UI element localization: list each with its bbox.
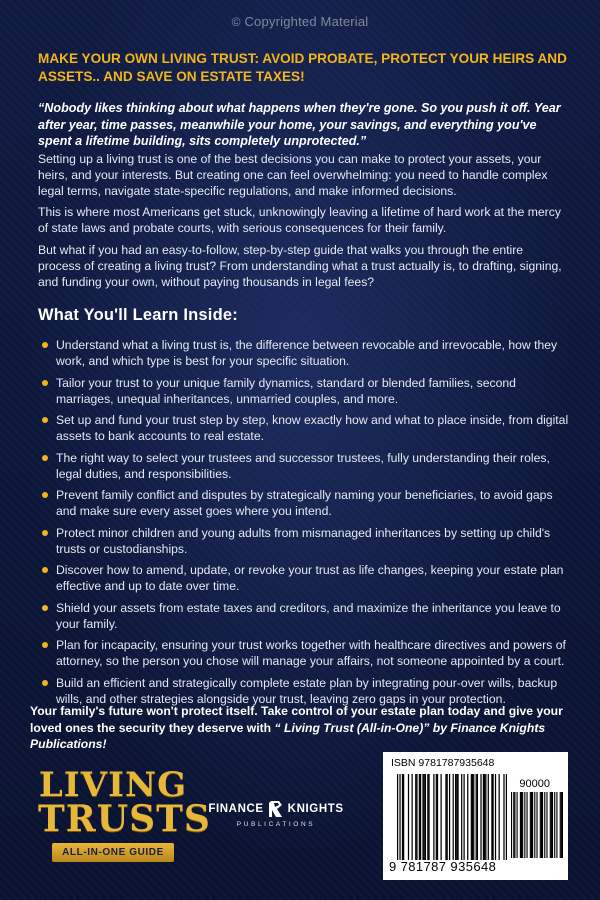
bullet-dot-icon <box>42 492 48 498</box>
publisher-word-2: KNIGHTS <box>287 803 344 815</box>
bullet-text: Discover how to amend, update, or revoke your trust as life changes, keeping your estate plan effective and up to date over time. <box>56 563 564 593</box>
bullet-dot-icon <box>42 680 48 686</box>
bullet-text: Prevent family conflict and disputes by strategically naming your beneficiaries, to avoid gaps and make sure every asset goes where you intend. <box>56 488 553 518</box>
headline: MAKE YOUR OWN LIVING TRUST: AVOID PROBATE, PROTECT YOUR HEIRS AND ASSETS.. AND SAVE ON ESTATE TAXES! <box>38 51 567 84</box>
bullet-dot-icon <box>42 380 48 386</box>
bullet-item <box>40 375 570 407</box>
bullet-item <box>40 450 570 482</box>
barcode-digits: 9 781787 935648 <box>389 859 497 874</box>
call-to-action <box>30 703 575 753</box>
logo-line-1: LIVING <box>38 765 188 805</box>
logo-line-2: TRUSTS <box>38 798 211 840</box>
bullet-text: Understand what a living trust is, the difference between revocable and irrevocable, how they work, and which type is best for your specific situation. <box>56 338 558 368</box>
bullet-item <box>40 675 570 707</box>
bullet-item <box>40 337 570 369</box>
isbn-label: ISBN 9781787935648 <box>391 757 495 769</box>
price-code: 90000 <box>519 778 550 790</box>
copyright-text: Copyrighted Material <box>244 14 369 29</box>
logo-ribbon: ALL-IN-ONE GUIDE <box>52 843 174 862</box>
bullet-text: Protect minor children and young adults from mismanaged inheritances by setting up child's trusts or custodianships. <box>56 525 551 556</box>
bullet-text: Build an efficient and strategically complete estate plan by integrating pour-over wills, backup wills, and other strategies alongside your trust, leaving zero gaps in your protection. <box>56 675 558 706</box>
bullet-dot-icon <box>42 605 48 611</box>
bullet-item <box>40 562 570 594</box>
learn-bullet-list <box>40 337 570 712</box>
copyright-symbol: © <box>231 15 241 29</box>
barcode-main-bars <box>397 774 507 860</box>
bullet-dot-icon <box>42 567 48 573</box>
bullet-text: The right way to select your trustees and successor trustees, fully understanding their roles, legal duties, and responsibilities. <box>56 450 550 481</box>
paragraph-1: Setting up a living trust is one of the best decisions you can make to protect your assets, your heirs, and your interests. But creating one can feel overwhelming: you need to handle complex legal terms, navigate state-specific regulations, and make informed decisions. <box>38 152 548 199</box>
publisher-word-1: FINANCE <box>208 803 264 815</box>
publisher-subtitle: PUBLICATIONS <box>236 821 316 828</box>
bullet-item <box>40 600 570 632</box>
bullet-item <box>40 637 570 669</box>
bullet-dot-icon <box>42 530 48 536</box>
bullet-item <box>40 412 570 444</box>
bullet-dot-icon <box>42 455 48 461</box>
bullet-text: Tailor your trust to your unique family dynamics, standard or blended families, second marriages, unequal inheritances, unmarried couples, and more. <box>56 375 516 406</box>
cta-byline: by Finance Knights Publications! <box>30 720 546 751</box>
intro-quote: “Nobody likes thinking about what happens when they're gone. So you push it off. Year after year, time passes, meanwhile your home, your savings, and everything you've spent a lifetime building, sits completely unprotected.” <box>38 101 561 148</box>
knight-emblem-icon <box>268 800 284 818</box>
cta-lead: Your family's future won't protect itself. Take control of your estate plan today and give your loved ones the security they deserve with <box>30 704 563 735</box>
bullet-text: Set up and fund your trust step by step, know exactly how and what to place inside, from digital assets to bank accounts to real estate. <box>56 413 569 443</box>
bullet-text: Plan for incapacity, ensuring your trust works together with healthcare directives and powers of attorney, so the person you chose will manage your affairs, not someone appointed by a court. <box>56 638 566 668</box>
bullet-dot-icon <box>42 417 48 423</box>
barcode-addon-bars <box>511 792 563 862</box>
cta-book-title: “ Living Trust (All-in-One)” <box>274 720 430 735</box>
bullet-item <box>40 487 570 519</box>
bullet-dot-icon <box>42 642 48 648</box>
isbn-barcode <box>383 752 568 880</box>
bullet-text: Shield your assets from estate taxes and creditors, and maximize the inheritance you leave to your family. <box>56 600 561 631</box>
paragraph-2: This is where most Americans get stuck, unknowingly leaving a lifetime of hard work at the mercy of state laws and probate courts, with serious consequences for their family. <box>38 205 561 236</box>
copyright-watermark <box>0 14 600 29</box>
learn-section-title: What You'll Learn Inside: <box>38 306 238 324</box>
living-trusts-logo <box>38 765 211 862</box>
paragraph-3: But what if you had an easy-to-follow, step-by-step guide that walks you through the entire process of creating a living trust? From understanding what a trust actually is, to drafting, signing, and funding your own, without paying thousands in legal fees? <box>38 243 562 290</box>
publisher-logo <box>206 800 346 828</box>
bullet-dot-icon <box>42 342 48 348</box>
bullet-item <box>40 525 570 557</box>
